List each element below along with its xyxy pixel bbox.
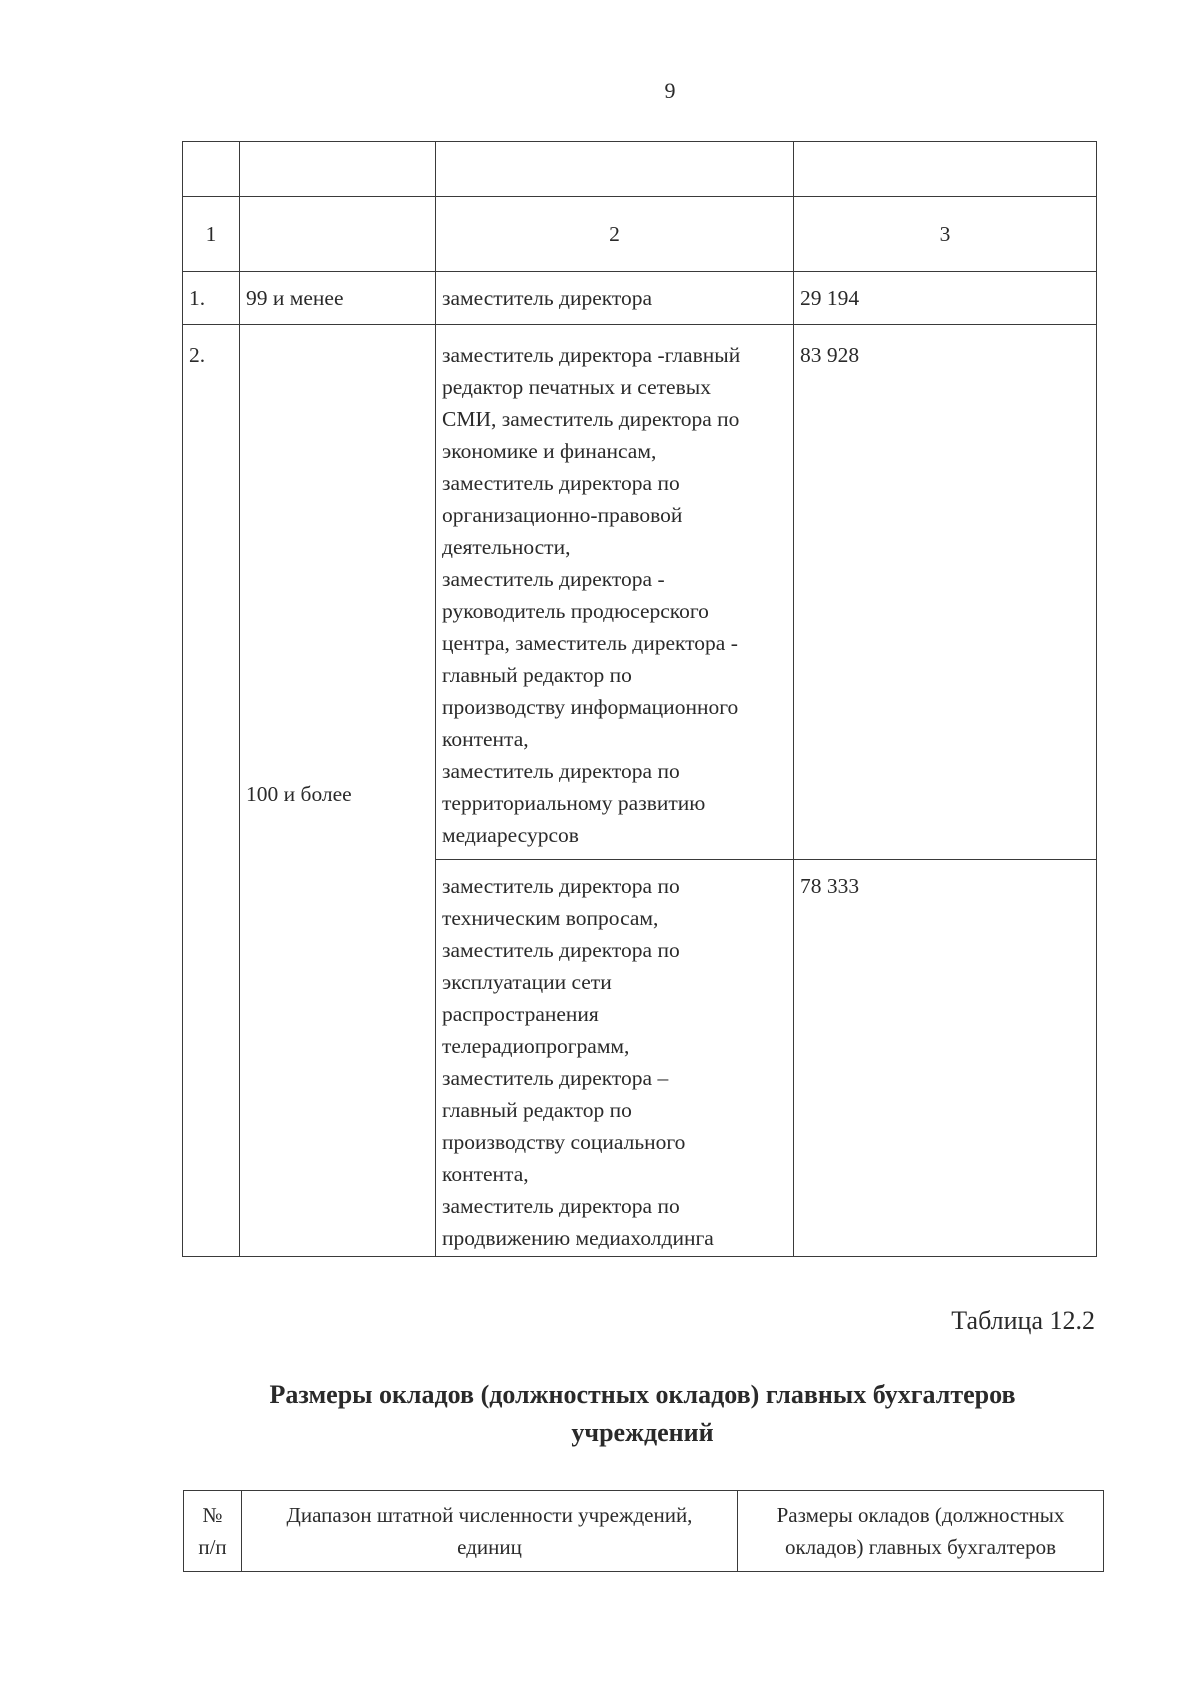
header-line: Размеры окладов (должностных [776,1503,1065,1527]
salary-value: 78 333 [794,860,1097,1257]
header-line: единиц [457,1535,522,1559]
column-number: 1 [183,197,240,272]
position-line: производству социального [442,1130,686,1154]
row-number: 1. [183,272,240,325]
position-line: заместитель директора - [442,567,665,591]
position-line: заместитель директора по [442,759,680,783]
table-row [183,325,1097,860]
column-number [240,197,436,272]
position-line: техническим вопросам, [442,906,659,930]
position-line: СМИ, заместитель директора по [442,407,740,431]
table-row [183,272,1097,325]
position-line: главный редактор по [442,1098,632,1122]
header-cell [436,142,794,197]
position-line: организационно-правовой [442,503,683,527]
column-number: 2 [436,197,794,272]
page-number: 9 [664,78,676,103]
table-caption: Таблица 12.2 [951,1306,1095,1335]
position-line: продвижению медиахолдинга [442,1226,714,1250]
position-line: распространения [442,1002,599,1026]
section-title-line: учреждений [571,1418,714,1447]
position-line: деятельности, [442,535,571,559]
chief-accountants-salary-table [183,1490,1104,1572]
position-line: заместитель директора по [442,874,680,898]
position-line: заместитель директора по [442,938,680,962]
position-list [436,860,794,1257]
header-cell-salary [738,1491,1104,1572]
position-line: заместитель директора по [442,1194,680,1218]
position-line: телерадиопрограмм, [442,1034,630,1058]
position-title: заместитель директора [436,272,794,325]
position-list [436,325,794,860]
position-line: контента, [442,727,529,751]
section-title-line: Размеры окладов (должностных окладов) главных бухгалтеров [269,1380,1016,1409]
salary-value: 83 928 [794,325,1097,860]
position-line: редактор печатных и сетевых [442,375,711,399]
header-cell [183,142,240,197]
staff-range: 100 и более [240,325,436,1257]
deputy-directors-salary-table [182,141,1097,1257]
section-title [180,1376,1105,1452]
position-line: эксплуатации сети [442,970,612,994]
header-line: № [202,1503,223,1527]
column-number-row [183,197,1097,272]
position-line: руководитель продюсерского [442,599,709,623]
column-number: 3 [794,197,1097,272]
header-cell-number [184,1491,242,1572]
position-line: заместитель директора -главный [442,343,741,367]
position-line: заместитель директора – [442,1066,669,1090]
position-line: контента, [442,1162,529,1186]
header-cell [240,142,436,197]
position-line: главный редактор по [442,663,632,687]
staff-range: 99 и менее [240,272,436,325]
position-line: медиаресурсов [442,823,579,847]
salary-value: 29 194 [794,272,1097,325]
position-line: территориальному развитию [442,791,706,815]
table-header-row [184,1491,1104,1572]
header-cell-range [242,1491,738,1572]
row-number: 2. [183,325,240,1257]
header-line: Диапазон штатной численности учреждений, [286,1503,693,1527]
header-cell [794,142,1097,197]
table-header-row [183,142,1097,197]
position-line: центра, заместитель директора - [442,631,738,655]
position-line: производству информационного [442,695,739,719]
position-line: заместитель директора по [442,471,680,495]
header-line: п/п [198,1535,227,1559]
header-line: окладов) главных бухгалтеров [784,1535,1057,1559]
position-line: экономике и финансам, [442,439,657,463]
